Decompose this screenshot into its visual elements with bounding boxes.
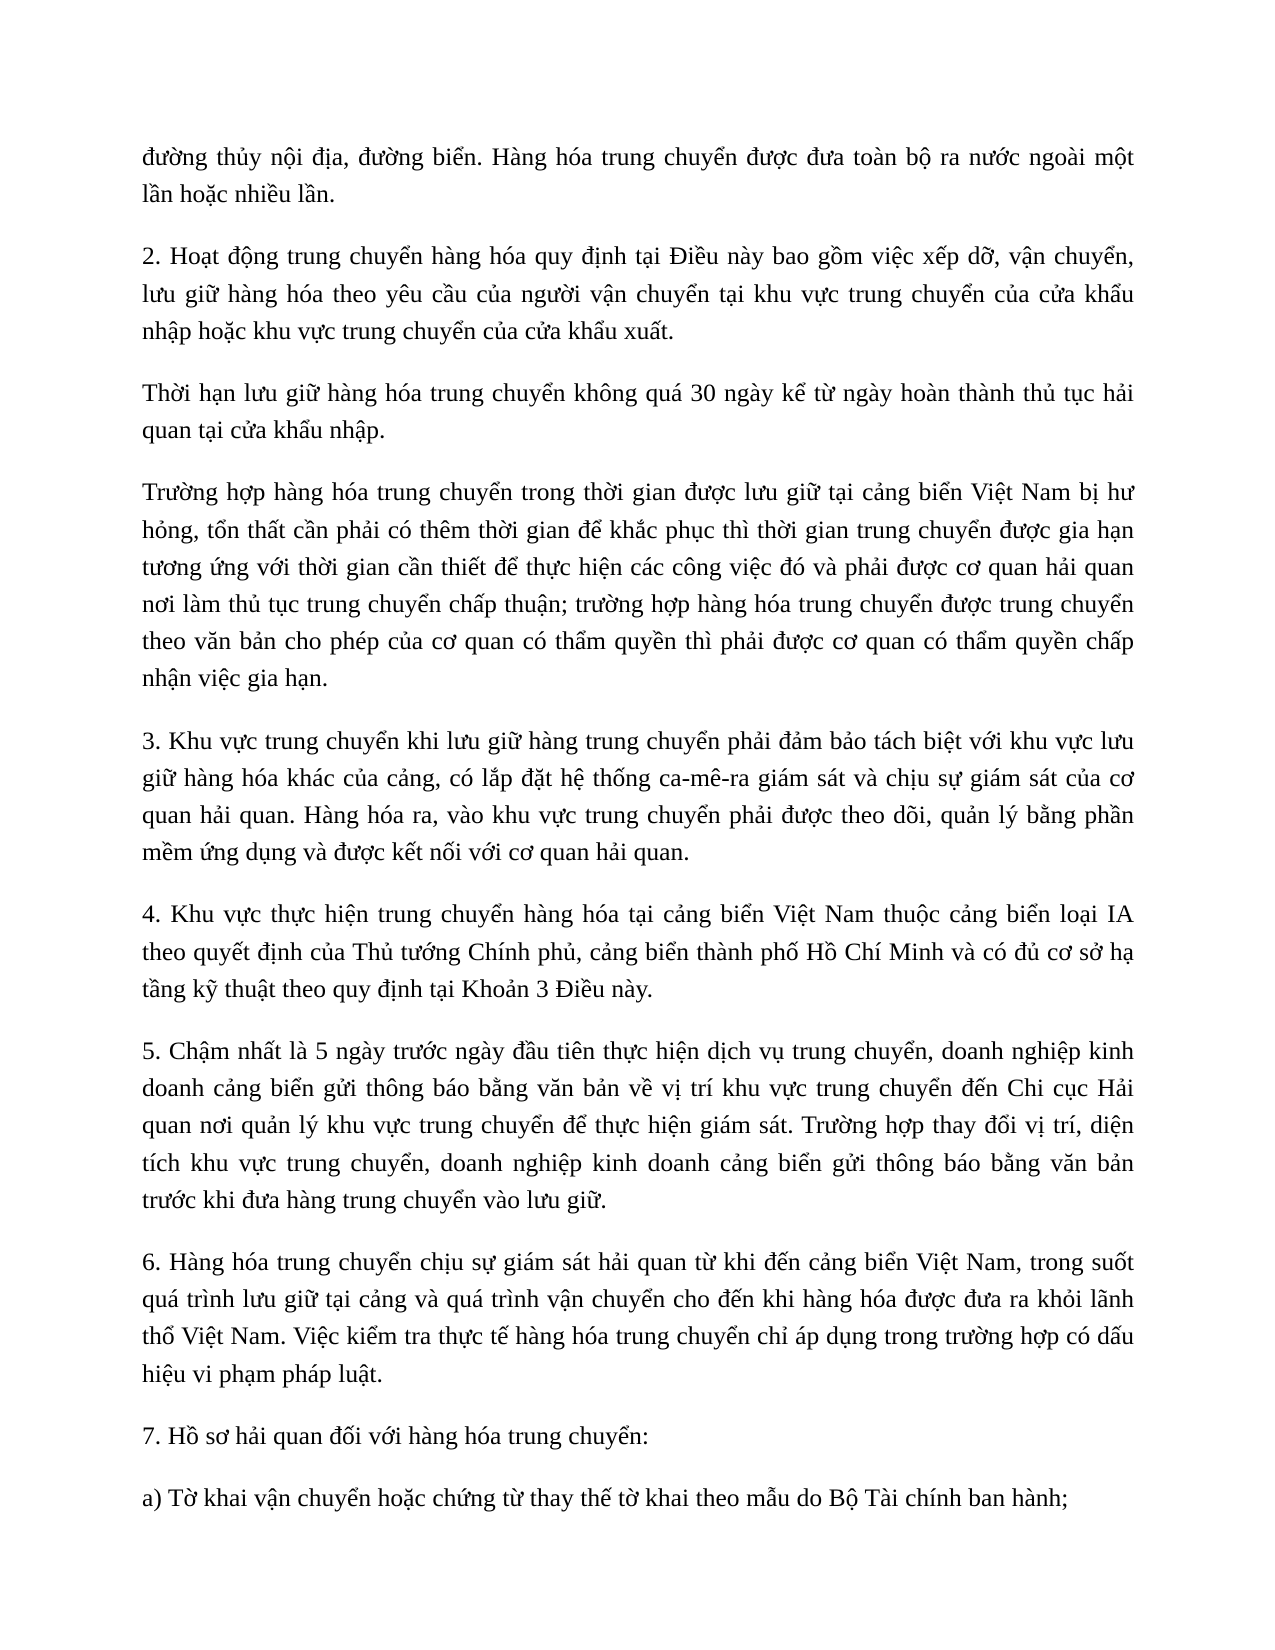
paragraph-clause-3: 3. Khu vực trung chuyển khi lưu giữ hàng trung chuyển phải đảm bảo tách biệt với khu vực lưu giữ hàng hóa khác của cảng, có lắp đặt hệ thống ca-mê-ra giám sát và chịu sự giám sát của cơ quan hải quan. Hàng hóa ra, vào khu vực trung chuyển phải được theo dõi, quản lý bằng phần mềm ứng dụng và được kết nối với cơ quan hải quan. [142, 725, 1134, 867]
paragraph-clause-4: 4. Khu vực thực hiện trung chuyển hàng hóa tại cảng biển Việt Nam thuộc cảng biển loại IA theo quyết định của Thủ tướng Chính phủ, cảng biển thành phố Hồ Chí Minh và có đủ cơ sở hạ tầng kỹ thuật theo quy định tại Khoản 3 Điều này. [142, 899, 1134, 1003]
document-text-column [142, 138, 1134, 1516]
paragraph-clause-7-point-a: a) Tờ khai vận chuyển hoặc chứng từ thay thế tờ khai theo mẫu do Bộ Tài chính ban hành; [142, 1483, 1069, 1513]
paragraph-clause-5: 5. Chậm nhất là 5 ngày trước ngày đầu tiên thực hiện dịch vụ trung chuyển, doanh nghiệp kinh doanh cảng biển gửi thông báo bằng văn bản về vị trí khu vực trung chuyển đến Chi cục Hải quan nơi quản lý khu vực trung chuyển để thực hiện giám sát. Trường hợp thay đổi vị trí, diện tích khu vực trung chuyển, doanh nghiệp kinh doanh cảng biển gửi thông báo bằng văn bản trước khi đưa hàng trung chuyển vào lưu giữ. [142, 1036, 1134, 1214]
paragraph-continuation-clause-1: đường thủy nội địa, đường biển. Hàng hóa trung chuyển được đưa toàn bộ ra nước ngoài một lần hoặc nhiều lần. [142, 142, 1134, 209]
paragraph-clause-2-extension: Trường hợp hàng hóa trung chuyển trong thời gian được lưu giữ tại cảng biển Việt Nam bị hư hỏng, tổn thất cần phải có thêm thời gian để khắc phục thì thời gian trung chuyển được gia hạn tương ứng với thời gian cần thiết để thực hiện các công việc đó và phải được cơ quan hải quan nơi làm thủ tục trung chuyển chấp thuận; trường hợp hàng hóa trung chuyển được trung chuyển theo văn bản cho phép của cơ quan có thẩm quyền thì phải được cơ quan có thẩm quyền chấp nhận việc gia hạn. [142, 477, 1134, 693]
paragraph-clause-2-storage-period: Thời hạn lưu giữ hàng hóa trung chuyển không quá 30 ngày kể từ ngày hoàn thành thủ tục hải quan tại cửa khẩu nhập. [142, 378, 1134, 445]
paragraph-clause-2: 2. Hoạt động trung chuyển hàng hóa quy định tại Điều này bao gồm việc xếp dỡ, vận chuyển, lưu giữ hàng hóa theo yêu cầu của người vận chuyển tại khu vực trung chuyển của cửa khẩu nhập hoặc khu vực trung chuyển của cửa khẩu xuất. [142, 241, 1134, 345]
paragraph-clause-6: 6. Hàng hóa trung chuyển chịu sự giám sát hải quan từ khi đến cảng biển Việt Nam, trong suốt quá trình lưu giữ tại cảng và quá trình vận chuyển cho đến khi hàng hóa được đưa ra khỏi lãnh thổ Việt Nam. Việc kiểm tra thực tế hàng hóa trung chuyển chỉ áp dụng trong trường hợp có dấu hiệu vi phạm pháp luật. [142, 1247, 1134, 1388]
paragraph-clause-7: 7. Hồ sơ hải quan đối với hàng hóa trung chuyển: [142, 1420, 650, 1450]
